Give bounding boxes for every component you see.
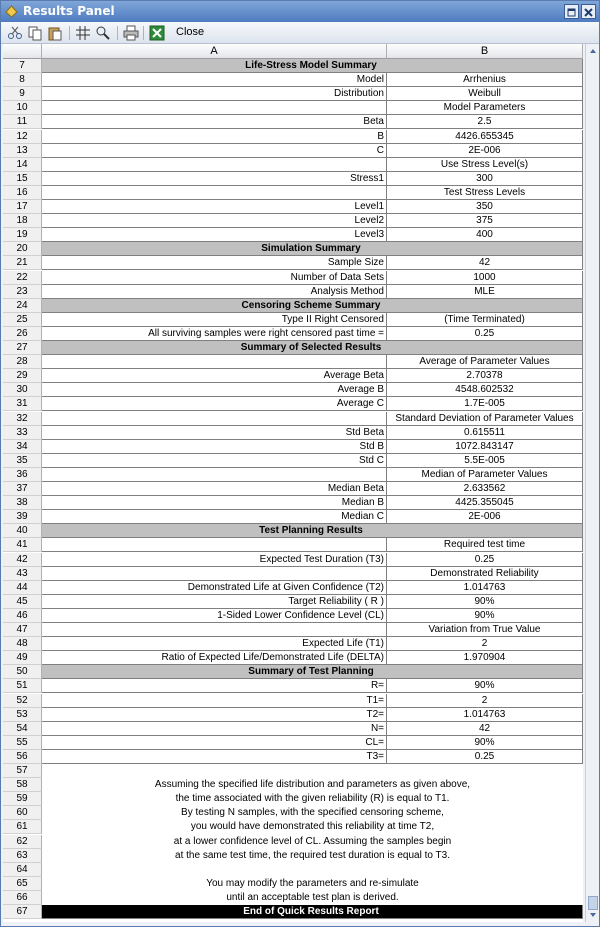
corner-header: [3, 44, 42, 59]
table-row: [3, 313, 583, 327]
report-text-line: You may modify the parameters and re-simulate: [206, 877, 419, 889]
label-cell[interactable]: Demonstrated Life at Given Confidence (T2): [42, 581, 387, 595]
row-number[interactable]: 10: [3, 101, 42, 115]
row-number[interactable]: 54: [3, 722, 42, 736]
value-cell[interactable]: 90%: [387, 609, 583, 623]
value-cell[interactable]: 1.7E-005: [387, 397, 583, 411]
row-number[interactable]: 38: [3, 496, 42, 510]
value-cell[interactable]: Variation from True Value: [387, 623, 583, 637]
row-number[interactable]: 39: [3, 510, 42, 524]
row-number[interactable]: 43: [3, 567, 42, 581]
value-cell[interactable]: 4425.355045: [387, 496, 583, 510]
table-row: [3, 73, 583, 87]
label-cell[interactable]: T3=: [42, 750, 387, 764]
table-row: [3, 679, 583, 693]
row-number[interactable]: 32: [3, 412, 42, 426]
value-cell[interactable]: 0.615511: [387, 426, 583, 440]
toolbar-separator: [143, 26, 144, 40]
row-number[interactable]: 49: [3, 651, 42, 665]
row-number[interactable]: 17: [3, 200, 42, 214]
value-cell[interactable]: 42: [387, 722, 583, 736]
scroll-up-icon[interactable]: [587, 45, 599, 57]
label-cell[interactable]: B: [42, 130, 387, 144]
label-cell[interactable]: Std Beta: [42, 426, 387, 440]
value-cell[interactable]: 300: [387, 172, 583, 186]
table-row: [3, 299, 583, 313]
vertical-scrollbar[interactable]: [585, 44, 599, 922]
row-number[interactable]: 31: [3, 397, 42, 411]
value-cell[interactable]: 90%: [387, 736, 583, 750]
table-row: [3, 341, 583, 355]
table-row: [3, 595, 583, 609]
table-row: [3, 637, 583, 651]
value-cell[interactable]: 90%: [387, 679, 583, 693]
value-cell[interactable]: 5.5E-005: [387, 454, 583, 468]
table-row: [3, 538, 583, 552]
value-cell[interactable]: Weibull: [387, 87, 583, 101]
close-button[interactable]: Close: [176, 26, 205, 38]
value-cell[interactable]: Arrhenius: [387, 73, 583, 87]
report-text-line: By testing N samples, with the specified censoring scheme,: [181, 807, 444, 819]
row-number[interactable]: 62: [3, 835, 42, 849]
label-cell[interactable]: Stress1: [42, 172, 387, 186]
table-row: [3, 158, 583, 172]
section-header-cell[interactable]: Simulation Summary: [42, 242, 583, 256]
row-number[interactable]: 20: [3, 242, 42, 256]
table-row: [3, 369, 583, 383]
row-number[interactable]: 15: [3, 172, 42, 186]
value-cell[interactable]: 2E-006: [387, 510, 583, 524]
table-row: [3, 59, 583, 73]
row-number[interactable]: 57: [3, 764, 42, 778]
table-row: [3, 454, 583, 468]
table-row: [3, 524, 583, 538]
label-cell[interactable]: [42, 412, 387, 426]
paste-icon[interactable]: [47, 25, 63, 41]
table-row: [3, 510, 583, 524]
scroll-down-icon[interactable]: [587, 909, 599, 921]
print-icon[interactable]: [123, 25, 139, 41]
table-row: [3, 383, 583, 397]
table-row: [3, 426, 583, 440]
end-of-report-cell[interactable]: End of Quick Results Report: [42, 905, 583, 919]
row-number[interactable]: 22: [3, 271, 42, 285]
row-number[interactable]: 7: [3, 59, 42, 73]
table-row: [3, 228, 583, 242]
value-cell[interactable]: Use Stress Level(s): [387, 158, 583, 172]
value-cell[interactable]: 0.25: [387, 750, 583, 764]
label-cell[interactable]: Median B: [42, 496, 387, 510]
table-row: [3, 567, 583, 581]
label-cell[interactable]: [42, 186, 387, 200]
value-cell[interactable]: Test Stress Levels: [387, 186, 583, 200]
value-cell[interactable]: 1.014763: [387, 708, 583, 722]
table-row: [3, 200, 583, 214]
row-number[interactable]: 59: [3, 792, 42, 806]
section-header-cell[interactable]: Test Planning Results: [42, 524, 583, 538]
row-number[interactable]: 50: [3, 665, 42, 679]
label-cell[interactable]: All surviving samples were right censored past time =: [42, 327, 387, 341]
row-number[interactable]: 27: [3, 341, 42, 355]
row-number[interactable]: 36: [3, 468, 42, 482]
table-row: [3, 835, 583, 849]
toolbar: [1, 22, 599, 44]
section-header-cell[interactable]: Summary of Selected Results: [42, 341, 583, 355]
column-header-a[interactable]: A: [42, 44, 387, 59]
grid-icon[interactable]: [75, 25, 91, 41]
row-number[interactable]: 14: [3, 158, 42, 172]
column-header-b[interactable]: B: [387, 44, 583, 59]
table-row: [3, 397, 583, 411]
label-cell[interactable]: Ratio of Expected Life/Demonstrated Life (DELTA): [42, 651, 387, 665]
row-number[interactable]: 30: [3, 383, 42, 397]
report-text-line: Assuming the specified life distribution and parameters as given above,: [154, 779, 471, 791]
row-number[interactable]: 33: [3, 426, 42, 440]
row-number[interactable]: 8: [3, 73, 42, 87]
row-number[interactable]: 11: [3, 115, 42, 129]
label-cell[interactable]: T1=: [42, 694, 387, 708]
restore-button[interactable]: [564, 4, 579, 19]
excel-export-icon[interactable]: [149, 25, 165, 41]
table-row: [3, 327, 583, 341]
label-cell[interactable]: Level1: [42, 200, 387, 214]
report-text-line: you would have demonstrated this reliability at time T2,: [190, 821, 435, 833]
row-number[interactable]: 35: [3, 454, 42, 468]
label-cell[interactable]: Number of Data Sets: [42, 271, 387, 285]
copy-icon[interactable]: [27, 25, 43, 41]
table-row: [3, 214, 583, 228]
label-cell[interactable]: Median Beta: [42, 482, 387, 496]
value-cell[interactable]: Demonstrated Reliability: [387, 567, 583, 581]
value-cell[interactable]: 1072.843147: [387, 440, 583, 454]
label-cell[interactable]: Average B: [42, 383, 387, 397]
table-row: [3, 355, 583, 369]
row-number[interactable]: 55: [3, 736, 42, 750]
table-row: [3, 863, 583, 877]
value-cell[interactable]: 350: [387, 200, 583, 214]
restore-icon: [565, 6, 578, 19]
table-row: [3, 468, 583, 482]
report-text-line: the time associated with the given reliability (R) is equal to T1.: [175, 793, 450, 805]
label-cell[interactable]: Average C: [42, 397, 387, 411]
label-cell[interactable]: Type II Right Censored: [42, 313, 387, 327]
row-number[interactable]: 60: [3, 806, 42, 820]
row-number[interactable]: 52: [3, 694, 42, 708]
table-row: [3, 115, 583, 129]
label-cell[interactable]: Sample Size: [42, 256, 387, 270]
row-number[interactable]: 13: [3, 144, 42, 158]
table-row: [3, 553, 583, 567]
row-number[interactable]: 65: [3, 877, 42, 891]
label-cell[interactable]: Analysis Method: [42, 285, 387, 299]
row-number[interactable]: 56: [3, 750, 42, 764]
row-number[interactable]: 48: [3, 637, 42, 651]
value-cell[interactable]: Required test time: [387, 538, 583, 552]
label-cell[interactable]: T2=: [42, 708, 387, 722]
label-cell[interactable]: [42, 101, 387, 115]
row-number[interactable]: 28: [3, 355, 42, 369]
zoom-icon[interactable]: [95, 25, 111, 41]
table-row: [3, 891, 583, 905]
value-cell[interactable]: 0.25: [387, 327, 583, 341]
report-text-line: until an acceptable test plan is derived.: [226, 891, 399, 903]
label-cell[interactable]: Beta: [42, 115, 387, 129]
label-cell[interactable]: Target Reliability ( R ): [42, 595, 387, 609]
results-grid: [3, 44, 583, 922]
report-text-line: at a lower confidence level of CL. Assuming the samples begin: [173, 835, 452, 847]
label-cell[interactable]: C: [42, 144, 387, 158]
value-cell[interactable]: Model Parameters: [387, 101, 583, 115]
row-number[interactable]: 58: [3, 778, 42, 792]
table-row: [3, 130, 583, 144]
value-cell[interactable]: 375: [387, 214, 583, 228]
label-cell[interactable]: Std B: [42, 440, 387, 454]
value-cell[interactable]: MLE: [387, 285, 583, 299]
table-row: [3, 905, 583, 919]
table-row: [3, 764, 583, 778]
table-row: [3, 256, 583, 270]
table-row: [3, 496, 583, 510]
label-cell[interactable]: [42, 764, 387, 778]
section-header-cell[interactable]: Life-Stress Model Summary: [42, 59, 583, 73]
value-cell[interactable]: 0.25: [387, 553, 583, 567]
row-number[interactable]: 40: [3, 524, 42, 538]
label-cell[interactable]: [42, 623, 387, 637]
row-number[interactable]: 24: [3, 299, 42, 313]
row-number[interactable]: 34: [3, 440, 42, 454]
row-number[interactable]: 67: [3, 905, 42, 919]
table-row: [3, 101, 583, 115]
value-cell[interactable]: 2.633562: [387, 482, 583, 496]
value-cell[interactable]: 90%: [387, 595, 583, 609]
table-row: [3, 440, 583, 454]
label-cell[interactable]: N=: [42, 722, 387, 736]
value-cell[interactable]: 2.70378: [387, 369, 583, 383]
row-number[interactable]: 45: [3, 595, 42, 609]
close-icon: [582, 6, 595, 19]
window-title: Results Panel: [23, 4, 115, 18]
table-row: [3, 172, 583, 186]
row-number[interactable]: 9: [3, 87, 42, 101]
table-row: [3, 665, 583, 679]
table-row: [3, 722, 583, 736]
table-row: [3, 87, 583, 101]
label-cell[interactable]: Expected Life (T1): [42, 637, 387, 651]
section-header-cell[interactable]: Summary of Test Planning: [42, 665, 583, 679]
row-number[interactable]: 23: [3, 285, 42, 299]
table-row: [3, 581, 583, 595]
table-row: [3, 242, 583, 256]
value-cell[interactable]: Average of Parameter Values: [387, 355, 583, 369]
label-cell[interactable]: [42, 567, 387, 581]
value-cell[interactable]: 4426.655345: [387, 130, 583, 144]
label-cell[interactable]: [42, 158, 387, 172]
value-cell[interactable]: [387, 863, 583, 877]
value-cell[interactable]: 2E-006: [387, 144, 583, 158]
label-cell[interactable]: Expected Test Duration (T3): [42, 553, 387, 567]
label-cell[interactable]: Distribution: [42, 87, 387, 101]
table-row: [3, 271, 583, 285]
row-number[interactable]: 18: [3, 214, 42, 228]
row-number[interactable]: 16: [3, 186, 42, 200]
label-cell[interactable]: Level2: [42, 214, 387, 228]
value-cell[interactable]: [387, 764, 583, 778]
row-number[interactable]: 26: [3, 327, 42, 341]
row-number[interactable]: 21: [3, 256, 42, 270]
title-bar: [1, 1, 599, 22]
toolbar-separator: [117, 26, 118, 40]
label-cell[interactable]: Average Beta: [42, 369, 387, 383]
table-row: [3, 285, 583, 299]
value-cell[interactable]: Median of Parameter Values: [387, 468, 583, 482]
label-cell[interactable]: R=: [42, 679, 387, 693]
table-row: [3, 651, 583, 665]
table-row: [3, 820, 583, 834]
table-row: [3, 623, 583, 637]
row-number[interactable]: 25: [3, 313, 42, 327]
value-cell[interactable]: 1.970904: [387, 651, 583, 665]
section-header-cell[interactable]: Censoring Scheme Summary: [42, 299, 583, 313]
table-row: [3, 750, 583, 764]
table-row: [3, 736, 583, 750]
label-cell[interactable]: [42, 468, 387, 482]
row-number[interactable]: 61: [3, 820, 42, 834]
cut-icon[interactable]: [7, 25, 23, 41]
value-cell[interactable]: 400: [387, 228, 583, 242]
label-cell[interactable]: [42, 863, 387, 877]
table-row: [3, 186, 583, 200]
label-cell[interactable]: Std C: [42, 454, 387, 468]
table-row: [3, 412, 583, 426]
row-number[interactable]: 42: [3, 553, 42, 567]
table-row: [3, 806, 583, 820]
table-row: [3, 877, 583, 891]
label-cell[interactable]: CL=: [42, 736, 387, 750]
table-row: [3, 708, 583, 722]
value-cell[interactable]: Standard Deviation of Parameter Values: [387, 412, 583, 426]
row-number[interactable]: 66: [3, 891, 42, 905]
value-cell[interactable]: 2.5: [387, 115, 583, 129]
value-cell[interactable]: 4548.602532: [387, 383, 583, 397]
value-cell[interactable]: 42: [387, 256, 583, 270]
app-icon: [5, 5, 18, 18]
table-row: [3, 778, 583, 792]
value-cell[interactable]: 1000: [387, 271, 583, 285]
value-cell[interactable]: 2: [387, 694, 583, 708]
row-number[interactable]: 44: [3, 581, 42, 595]
table-row: [3, 792, 583, 806]
report-text-line: at the same test time, the required test duration is equal to T3.: [175, 849, 450, 861]
row-number[interactable]: 51: [3, 679, 42, 693]
label-cell[interactable]: Level3: [42, 228, 387, 242]
row-number[interactable]: 29: [3, 369, 42, 383]
table-row: [3, 694, 583, 708]
row-number[interactable]: 19: [3, 228, 42, 242]
table-row: [3, 482, 583, 496]
row-number[interactable]: 47: [3, 623, 42, 637]
table-row: [3, 144, 583, 158]
row-number[interactable]: 37: [3, 482, 42, 496]
label-cell[interactable]: [42, 538, 387, 552]
toolbar-separator: [69, 26, 70, 40]
row-number[interactable]: 46: [3, 609, 42, 623]
label-cell[interactable]: Model: [42, 73, 387, 87]
value-cell[interactable]: 2: [387, 637, 583, 651]
label-cell[interactable]: 1-Sided Lower Confidence Level (CL): [42, 609, 387, 623]
close-window-button[interactable]: [581, 4, 596, 19]
row-number[interactable]: 41: [3, 538, 42, 552]
value-cell[interactable]: 1.014763: [387, 581, 583, 595]
scroll-thumb[interactable]: [588, 896, 598, 910]
value-cell[interactable]: (Time Terminated): [387, 313, 583, 327]
row-number[interactable]: 53: [3, 708, 42, 722]
table-row: [3, 609, 583, 623]
row-number[interactable]: 12: [3, 130, 42, 144]
label-cell[interactable]: [42, 355, 387, 369]
label-cell[interactable]: Median C: [42, 510, 387, 524]
row-number[interactable]: 64: [3, 863, 42, 877]
table-row: [3, 849, 583, 863]
row-number[interactable]: 63: [3, 849, 42, 863]
